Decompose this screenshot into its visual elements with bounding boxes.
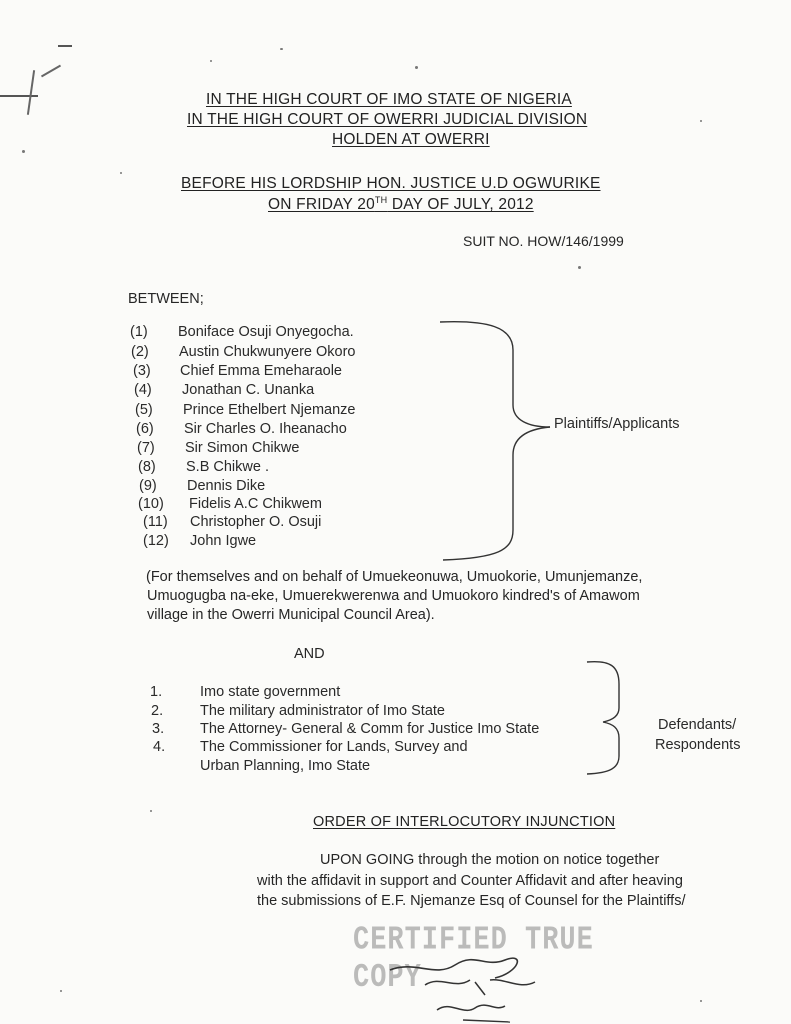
date-superscript: TH	[374, 195, 388, 205]
defendant-name: The Commissioner for Lands, Survey and	[200, 739, 468, 755]
plaintiff-number: (7)	[137, 440, 155, 456]
scan-mark	[58, 45, 72, 47]
order-title: ORDER OF INTERLOCUTORY INJUNCTION	[313, 814, 616, 830]
plaintiff-name: S.B Chikwe .	[186, 459, 269, 475]
body-line-1: UPON GOING through the motion on notice together	[320, 852, 660, 868]
plaintiff-number: (2)	[131, 344, 149, 360]
body-line-3: the submissions of E.F. Njemanze Esq of Counsel for the Plaintiffs/	[257, 893, 686, 909]
defendant-name: Imo state government	[200, 684, 341, 700]
plaintiff-number: (12)	[143, 533, 169, 549]
scan-speck	[700, 120, 702, 122]
date-prefix: ON FRIDAY 20	[268, 196, 375, 214]
plaintiff-name: Fidelis A.C Chikwem	[189, 496, 322, 512]
defendant-number: 4.	[153, 739, 166, 755]
certified-true-copy-stamp	[345, 920, 615, 1024]
plaintiff-name: Sir Charles O. Iheanacho	[184, 421, 347, 437]
scan-speck	[280, 48, 283, 50]
scan-speck	[578, 266, 581, 269]
defendants-label-line-1: Defendants/	[658, 717, 737, 733]
plaintiff-number: (10)	[138, 496, 164, 512]
scan-speck	[210, 60, 212, 62]
plaintiff-number: (8)	[138, 459, 156, 475]
scan-speck	[415, 66, 418, 69]
plaintiffs-note-line-2: Umuogugba na-eke, Umuerekwerenwa and Umuokoro kindred's of Amawom	[147, 588, 640, 604]
defendant-name: The Attorney- General & Comm for Justice Imo State	[200, 721, 540, 737]
plaintiffs-note-line-1: (For themselves and on behalf of Umuekeonuwa, Umuokorie, Umunjemanze,	[146, 569, 643, 585]
court-title-line-1: IN THE HIGH COURT OF IMO STATE OF NIGERIA	[206, 91, 572, 108]
defendant-number: 2.	[151, 703, 164, 719]
court-title-line-3: HOLDEN AT OWERRI	[332, 131, 490, 148]
plaintiff-number: (3)	[133, 363, 151, 379]
plaintiff-name: John Igwe	[190, 533, 257, 549]
date-line	[268, 196, 534, 213]
plaintiffs-note-line-3: village in the Owerri Municipal Council Area).	[147, 607, 435, 623]
scan-mark	[0, 95, 38, 97]
judge-line: BEFORE HIS LORDSHIP HON. JUSTICE U.D OGWURIKE	[181, 175, 601, 192]
scan-speck	[22, 150, 25, 153]
between-label: BETWEEN;	[128, 291, 204, 307]
handwritten-signature	[345, 920, 615, 1024]
scan-mark	[41, 65, 61, 78]
plaintiff-name: Prince Ethelbert Njemanze	[183, 402, 356, 418]
plaintiff-name: Austin Chukwunyere Okoro	[179, 344, 356, 360]
scan-mark	[27, 70, 35, 115]
body-line-2: with the affidavit in support and Counter Affidavit and after heaving	[257, 873, 683, 889]
suit-number: SUIT NO. HOW/146/1999	[463, 233, 624, 249]
plaintiff-number: (9)	[139, 478, 157, 494]
plaintiff-name: Chief Emma Emeharaole	[180, 363, 342, 379]
defendant-name: The military administrator of Imo State	[200, 703, 445, 719]
plaintiff-number: (1)	[130, 324, 148, 340]
plaintiff-name: Sir Simon Chikwe	[185, 440, 300, 456]
defendants-brace	[585, 656, 635, 781]
scan-speck	[150, 810, 152, 812]
scan-speck	[700, 1000, 702, 1002]
plaintiff-number: (6)	[136, 421, 154, 437]
plaintiffs-brace	[438, 315, 558, 565]
stamp-text: CERTIFIED TRUE COPY	[353, 922, 594, 997]
defendant-number: 1.	[150, 684, 163, 700]
and-label: AND	[294, 646, 325, 662]
date-suffix: DAY OF JULY, 2012	[387, 196, 534, 214]
scan-speck	[60, 990, 62, 992]
plaintiff-name: Boniface Osuji Onyegocha.	[178, 324, 354, 340]
defendants-label-line-2: Respondents	[655, 737, 741, 753]
plaintiff-name: Christopher O. Osuji	[190, 514, 322, 530]
plaintiff-name: Dennis Dike	[187, 478, 266, 494]
scan-speck	[120, 172, 122, 174]
plaintiff-number: (11)	[143, 514, 168, 530]
defendant-name: Urban Planning, Imo State	[200, 758, 371, 774]
plaintiff-name: Jonathan C. Unanka	[182, 382, 315, 398]
plaintiffs-label: Plaintiffs/Applicants	[554, 416, 680, 432]
plaintiff-number: (4)	[134, 382, 152, 398]
plaintiff-number: (5)	[135, 402, 153, 418]
court-title-line-2: IN THE HIGH COURT OF OWERRI JUDICIAL DIVISION	[187, 111, 588, 128]
defendant-number: 3.	[152, 721, 165, 737]
